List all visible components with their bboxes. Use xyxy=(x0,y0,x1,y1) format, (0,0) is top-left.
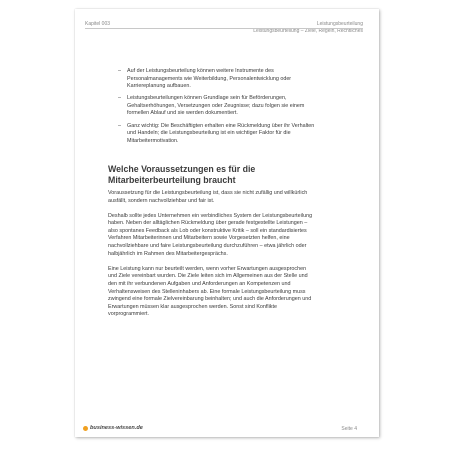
paragraph-line: Deshalb sollte jedes Unternehmen ein verbindliches System der Leistungsbeurteilung xyxy=(108,212,313,219)
paragraph xyxy=(108,266,368,319)
paragraph-line: den mit ihr verbundenen Aufgaben und Anforderungen an Kompetenzen und xyxy=(108,280,291,287)
paragraph-line: und Ziele vereinbart wurden. Die Ziele leiten sich im Allgemeinen aus der Stelle und xyxy=(108,273,308,280)
logo-dot-icon xyxy=(83,426,88,431)
paragraph-line: nachvollziehbare und faire Leistungsbeurteilung durchzuführen – etwa jährlich oder xyxy=(108,243,307,250)
bullet-item xyxy=(118,95,370,118)
header-title: Leistungsbeurteilung xyxy=(316,21,363,27)
bullet-line: Mitarbeitermotivation. xyxy=(127,137,179,144)
bullet-list xyxy=(118,68,370,150)
paragraph xyxy=(108,190,368,205)
bullet-line: Personalmanagements wie Weiterbildung, Personalentwicklung oder xyxy=(127,75,292,82)
bullet-line: Ganz wichtig: Die Beschäftigten erhalten eine Rückmeldung über ihr Verhalten xyxy=(127,122,315,129)
paragraph-line: Verhaltensweisen des Stelleninhabers ab. Eine formale Leistungsbeurteilung muss xyxy=(108,288,306,295)
bullet-line: Gehaltserhöhungen, Versetzungen oder Zeugnisse; dazu folgen sie einem xyxy=(127,102,305,109)
heading-line: Mitarbeiterbeurteilung braucht xyxy=(108,174,236,185)
brand-logo xyxy=(83,425,143,431)
bullet-line: Karriereplanung aufbauen. xyxy=(127,83,191,90)
logo-text: business-wissen.de xyxy=(90,425,143,431)
document-page xyxy=(75,9,379,437)
paragraph-line: haben. Neben der alltäglichen Rückmeldung über gerade festgestellte Leistungen – xyxy=(108,220,308,227)
chapter-label: Kapitel 003 xyxy=(85,21,111,27)
paragraph-line: ausfällt, sondern nachvollziehbar und fair ist. xyxy=(108,197,215,204)
section-heading xyxy=(108,164,358,185)
paragraph xyxy=(108,213,368,259)
bullet-marker: – xyxy=(118,68,121,74)
header-subtitle: Leistungsbeurteilung – Ziele, Regeln, Rechtliches xyxy=(253,27,363,34)
paragraph-line: vorprogrammiert. xyxy=(108,311,150,318)
body-text xyxy=(108,190,368,326)
paragraph-line: also spontanes Feedback als Lob oder konstruktive Kritik – soll ein standardisiertes xyxy=(108,227,307,234)
bullet-marker: – xyxy=(118,95,121,102)
header-divider xyxy=(85,28,363,29)
bullet-item xyxy=(118,123,370,146)
bullet-line: Leistungsbeurteilungen können Grundlage sein für Beförderungen, xyxy=(127,95,287,102)
bullet-marker: – xyxy=(118,122,121,129)
bullet-line: Auf der Leistungsbeurteilung können weitere Instrumente des xyxy=(127,68,274,74)
heading-line: Welche Voraussetzungen es für die xyxy=(108,164,256,174)
paragraph-line: zwingend eine formale Zielvereinbarung beinhalten; und auch die Anforderungen und xyxy=(108,296,312,303)
paragraph-line: halbjährlich im Rahmen des Mitarbeitergesprächs. xyxy=(108,250,228,257)
paragraph-line: Voraussetzung für die Leistungsbeurteilung ist, dass sie nicht zufällig und willkürlich xyxy=(108,190,308,196)
bullet-item xyxy=(118,68,370,91)
paragraph-line: Verfahren Mitarbeiterinnen und Mitarbeitern sowie Vorgesetzten helfen, eine xyxy=(108,235,290,242)
paragraph-line: Erwartungen müssen klar ausgesprochen werden. Sonst sind Konflikte xyxy=(108,303,277,310)
bullet-line: und Handeln; die Leistungsbeurteilung ist ein wichtiger Faktor für die xyxy=(127,130,291,137)
paragraph-line: Eine Leistung kann nur beurteilt werden, wenn vorher Erwartungen ausgesprochen xyxy=(108,265,307,272)
page-number: Seite 4 xyxy=(341,426,357,432)
bullet-line: formellen Ablauf und sie werden dokumentiert. xyxy=(127,110,238,117)
